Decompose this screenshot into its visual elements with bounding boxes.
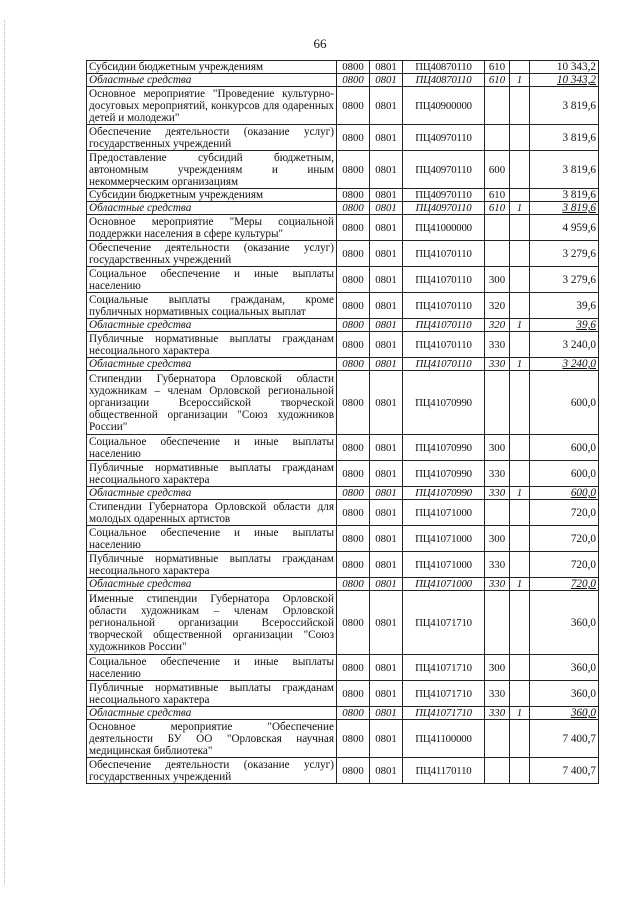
table-row [87,758,599,784]
table-row [87,358,599,371]
row-name: Областные средства [87,578,337,591]
row-fund-source [510,500,530,526]
row-amount: 600,0 [530,435,599,461]
row-name: Публичные нормативные выплаты гражданам несоциального характера [87,552,337,578]
row-fund-source [510,332,530,358]
row-section: 0800 [337,681,370,707]
row-amount: 3 240,0 [530,332,599,358]
row-amount: 600,0 [530,461,599,487]
row-name: Публичные нормативные выплаты гражданам несоциального характера [87,681,337,707]
row-fund-source [510,87,530,125]
row-expense-type [485,87,510,125]
row-target-code: ПЦ41071710 [403,707,485,720]
row-section: 0800 [337,358,370,371]
table-row [87,552,599,578]
row-subsection: 0801 [370,435,403,461]
row-name: Обеспечение деятельности (оказание услуг) государственных учреждений [87,758,337,784]
row-expense-type [485,720,510,758]
row-name: Основное мероприятие "Меры социальной поддержки населения в сфере культуры" [87,215,337,241]
row-subsection: 0801 [370,74,403,87]
row-expense-type [485,371,510,435]
row-name: Социальное обеспечение и иные выплаты населению [87,267,337,293]
row-section: 0800 [337,241,370,267]
table-row [87,500,599,526]
row-name: Областные средства [87,202,337,215]
row-target-code: ПЦ41070110 [403,267,485,293]
row-section: 0800 [337,87,370,125]
page-number: 66 [313,36,327,51]
row-fund-source [510,681,530,707]
row-fund-source [510,758,530,784]
row-expense-type: 610 [485,74,510,87]
row-expense-type [485,125,510,151]
row-subsection: 0801 [370,500,403,526]
table-row [87,371,599,435]
row-section: 0800 [337,552,370,578]
row-fund-source [510,655,530,681]
row-fund-source [510,151,530,189]
row-amount: 720,0 [530,500,599,526]
row-name: Основное мероприятие "Обеспечение деятельности БУ ОО "Орловская научная медицинская библиотека" [87,720,337,758]
row-fund-source [510,371,530,435]
row-name: Социальное обеспечение и иные выплаты населению [87,526,337,552]
row-amount: 7 400,7 [530,720,599,758]
budget-table [86,60,599,784]
row-subsection: 0801 [370,526,403,552]
binding-margin-line [4,20,5,885]
row-name: Публичные нормативные выплаты гражданам несоциального характера [87,461,337,487]
row-name: Социальное обеспечение и иные выплаты населению [87,655,337,681]
row-fund-source [510,591,530,655]
row-amount: 720,0 [530,552,599,578]
row-target-code: ПЦ40970110 [403,151,485,189]
row-subsection: 0801 [370,358,403,371]
row-subsection: 0801 [370,720,403,758]
row-amount: 39,6 [530,293,599,319]
row-subsection: 0801 [370,293,403,319]
row-expense-type [485,215,510,241]
row-target-code: ПЦ41071000 [403,578,485,591]
row-expense-type: 610 [485,61,510,74]
row-target-code: ПЦ40970110 [403,125,485,151]
row-expense-type: 330 [485,332,510,358]
row-target-code: ПЦ40970110 [403,202,485,215]
row-subsection: 0801 [370,591,403,655]
row-amount: 3 819,6 [530,189,599,202]
row-section: 0800 [337,591,370,655]
table-row [87,202,599,215]
row-name: Предоставление субсидий бюджетным, автономным учреждениям и иным некоммерческим организациям [87,151,337,189]
row-amount: 10 343,2 [530,74,599,87]
row-section: 0800 [337,332,370,358]
budget-table-body [87,61,599,784]
row-subsection: 0801 [370,487,403,500]
row-name: Областные средства [87,707,337,720]
row-target-code: ПЦ40870110 [403,74,485,87]
table-row [87,591,599,655]
row-target-code: ПЦ40900000 [403,87,485,125]
row-section: 0800 [337,707,370,720]
row-name: Обеспечение деятельности (оказание услуг) государственных учреждений [87,241,337,267]
row-subsection: 0801 [370,319,403,332]
row-subsection: 0801 [370,552,403,578]
row-expense-type: 320 [485,293,510,319]
row-amount: 600,0 [530,487,599,500]
row-section: 0800 [337,500,370,526]
row-section: 0800 [337,61,370,74]
row-amount: 4 959,6 [530,215,599,241]
row-subsection: 0801 [370,707,403,720]
row-subsection: 0801 [370,61,403,74]
row-target-code: ПЦ41071000 [403,526,485,552]
row-amount: 10 343,2 [530,61,599,74]
row-fund-source [510,125,530,151]
row-name: Основное мероприятие "Проведение культурно-досуговых мероприятий, конкурсов для одаренных детей и молодежи" [87,87,337,125]
row-target-code: ПЦ41071710 [403,681,485,707]
row-fund-source [510,293,530,319]
table-row [87,487,599,500]
table-row [87,332,599,358]
row-subsection: 0801 [370,681,403,707]
row-amount: 720,0 [530,526,599,552]
row-subsection: 0801 [370,267,403,293]
row-expense-type: 330 [485,358,510,371]
row-amount: 3 279,6 [530,241,599,267]
table-row [87,720,599,758]
row-subsection: 0801 [370,151,403,189]
row-amount: 360,0 [530,707,599,720]
row-target-code: ПЦ41070110 [403,358,485,371]
row-section: 0800 [337,526,370,552]
row-target-code: ПЦ40870110 [403,61,485,74]
row-name: Социальные выплаты гражданам, кроме публичных нормативных социальных выплат [87,293,337,319]
row-fund-source [510,461,530,487]
row-amount: 39,6 [530,319,599,332]
row-name: Стипендии Губернатора Орловской области художникам – членам Орловской региональной организации Всероссийской творческой общественной организации "Союз художников России" [87,371,337,435]
row-section: 0800 [337,487,370,500]
row-subsection: 0801 [370,241,403,267]
table-row [87,215,599,241]
row-expense-type: 330 [485,578,510,591]
row-expense-type: 330 [485,552,510,578]
row-section: 0800 [337,720,370,758]
table-row [87,526,599,552]
row-name: Субсидии бюджетным учреждениям [87,189,337,202]
row-amount: 720,0 [530,578,599,591]
table-row [87,681,599,707]
row-subsection: 0801 [370,655,403,681]
row-target-code: ПЦ41070110 [403,241,485,267]
row-subsection: 0801 [370,215,403,241]
row-target-code: ПЦ41071000 [403,500,485,526]
row-amount: 3 279,6 [530,267,599,293]
row-section: 0800 [337,319,370,332]
row-amount: 3 240,0 [530,358,599,371]
row-fund-source: 1 [510,707,530,720]
table-row [87,319,599,332]
row-target-code: ПЦ41070990 [403,435,485,461]
row-fund-source [510,552,530,578]
table-row [87,61,599,74]
row-expense-type: 320 [485,319,510,332]
row-subsection: 0801 [370,332,403,358]
table-row [87,461,599,487]
row-amount: 360,0 [530,591,599,655]
row-expense-type [485,758,510,784]
row-expense-type: 300 [485,655,510,681]
row-subsection: 0801 [370,758,403,784]
row-section: 0800 [337,189,370,202]
row-amount: 3 819,6 [530,202,599,215]
row-section: 0800 [337,758,370,784]
row-section: 0800 [337,578,370,591]
row-fund-source [510,241,530,267]
table-row [87,707,599,720]
row-expense-type: 600 [485,151,510,189]
table-row [87,125,599,151]
row-section: 0800 [337,435,370,461]
row-section: 0800 [337,655,370,681]
row-name: Стипендии Губернатора Орловской области для молодых одаренных артистов [87,500,337,526]
row-amount: 360,0 [530,681,599,707]
row-amount: 360,0 [530,655,599,681]
row-expense-type: 330 [485,487,510,500]
row-name: Именные стипендии Губернатора Орловской области художникам – членам Орловской региональной организации Всероссийской творческой общественной организации "Союз художников России" [87,591,337,655]
row-amount: 3 819,6 [530,151,599,189]
row-fund-source [510,720,530,758]
row-fund-source: 1 [510,578,530,591]
row-fund-source [510,435,530,461]
row-fund-source: 1 [510,487,530,500]
row-target-code: ПЦ41071710 [403,591,485,655]
row-target-code: ПЦ41070990 [403,487,485,500]
row-expense-type: 610 [485,202,510,215]
row-target-code: ПЦ41070990 [403,371,485,435]
row-subsection: 0801 [370,125,403,151]
row-section: 0800 [337,461,370,487]
row-amount: 3 819,6 [530,125,599,151]
row-target-code: ПЦ41100000 [403,720,485,758]
row-name: Областные средства [87,74,337,87]
row-name: Публичные нормативные выплаты гражданам несоциального характера [87,332,337,358]
row-name: Обеспечение деятельности (оказание услуг) государственных учреждений [87,125,337,151]
row-subsection: 0801 [370,371,403,435]
row-fund-source [510,61,530,74]
row-section: 0800 [337,125,370,151]
row-amount: 3 819,6 [530,87,599,125]
table-row [87,87,599,125]
row-target-code: ПЦ41070110 [403,293,485,319]
row-expense-type: 330 [485,461,510,487]
row-subsection: 0801 [370,202,403,215]
row-target-code: ПЦ41071710 [403,655,485,681]
row-subsection: 0801 [370,189,403,202]
table-row [87,435,599,461]
row-section: 0800 [337,151,370,189]
row-fund-source [510,215,530,241]
table-row [87,241,599,267]
table-row [87,74,599,87]
row-subsection: 0801 [370,87,403,125]
row-expense-type: 610 [485,189,510,202]
row-expense-type [485,500,510,526]
row-name: Социальное обеспечение и иные выплаты населению [87,435,337,461]
row-expense-type: 300 [485,267,510,293]
row-section: 0800 [337,267,370,293]
row-subsection: 0801 [370,578,403,591]
row-target-code: ПЦ41170110 [403,758,485,784]
row-section: 0800 [337,202,370,215]
table-row [87,189,599,202]
row-section: 0800 [337,74,370,87]
row-target-code: ПЦ41070110 [403,319,485,332]
row-expense-type: 300 [485,435,510,461]
row-expense-type: 300 [485,526,510,552]
row-name: Областные средства [87,319,337,332]
row-target-code: ПЦ41071000 [403,552,485,578]
row-amount: 600,0 [530,371,599,435]
row-name: Субсидии бюджетным учреждениям [87,61,337,74]
row-fund-source [510,267,530,293]
row-fund-source: 1 [510,319,530,332]
row-target-code: ПЦ41000000 [403,215,485,241]
row-subsection: 0801 [370,461,403,487]
table-row [87,293,599,319]
row-fund-source: 1 [510,74,530,87]
row-fund-source: 1 [510,202,530,215]
row-fund-source [510,189,530,202]
row-amount: 7 400,7 [530,758,599,784]
row-target-code: ПЦ41070990 [403,461,485,487]
row-expense-type: 330 [485,707,510,720]
table-row [87,151,599,189]
row-section: 0800 [337,293,370,319]
row-fund-source: 1 [510,358,530,371]
row-expense-type [485,241,510,267]
row-section: 0800 [337,371,370,435]
table-row [87,267,599,293]
row-name: Областные средства [87,358,337,371]
row-expense-type: 330 [485,681,510,707]
row-fund-source [510,526,530,552]
row-target-code: ПЦ41070110 [403,332,485,358]
table-row [87,578,599,591]
row-expense-type [485,591,510,655]
row-name: Областные средства [87,487,337,500]
row-target-code: ПЦ40970110 [403,189,485,202]
row-section: 0800 [337,215,370,241]
table-row [87,655,599,681]
